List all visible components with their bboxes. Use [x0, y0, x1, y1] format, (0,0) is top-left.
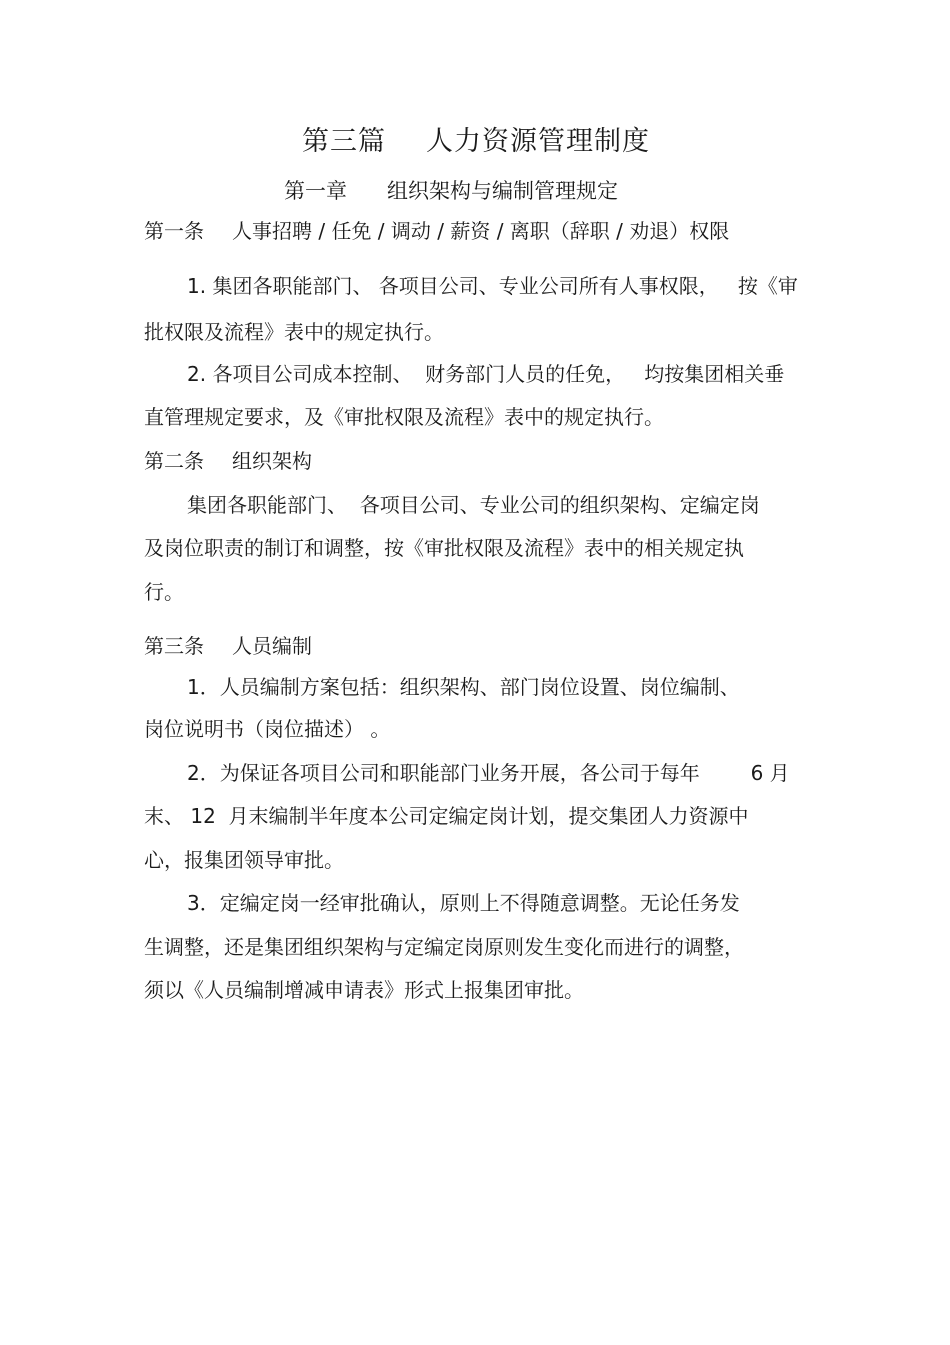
article-3-p2-line3: 心，报集团领导审批。 [144, 848, 344, 872]
article-3-p3-line2: 生调整，还是集团组织架构与定编定岗原则发生变化而进行的调整， [144, 935, 744, 959]
article-2-p1-line3: 行。 [144, 580, 184, 604]
article-2-p1-line1: 集团各职能部门、 各项目公司、专业公司的组织架构、定编定岗 [187, 493, 760, 517]
article-1-label: 第一条 [144, 219, 204, 243]
article-1-p1-line1: 1. 集团各职能部门、 各项目公司、专业公司所有人事权限， 按《审 [187, 274, 798, 298]
article-3-title: 人员编制 [232, 634, 312, 658]
article-3-p2-line2: 末、 12 月末编制半年度本公司定编定岗计划，提交集团人力资源中 [144, 804, 749, 828]
article-2-p1-line2: 及岗位职责的制订和调整，按《审批权限及流程》表中的相关规定执 [144, 536, 744, 560]
article-3-p3-line1: 3．定编定岗一经审批确认，原则上不得随意调整。无论任务发 [187, 891, 740, 915]
article-1-heading [144, 221, 729, 241]
chapter-heading [284, 181, 618, 202]
article-2-heading [144, 451, 312, 471]
article-3-p3-line3: 须以《人员编制增减申请表》形式上报集团审批。 [144, 978, 584, 1002]
chapter-title: 组织架构与编制管理规定 [387, 179, 618, 203]
article-2-title: 组织架构 [232, 449, 312, 473]
article-1-p2-line1: 2. 各项目公司成本控制、 财务部门人员的任免， 均按集团相关垂 [187, 362, 785, 386]
part-heading [302, 128, 650, 155]
article-3-label: 第三条 [144, 634, 204, 658]
article-2-label: 第二条 [144, 449, 204, 473]
article-1-p2-line2: 直管理规定要求，及《审批权限及流程》表中的规定执行。 [144, 405, 664, 429]
article-1-p1-line2: 批权限及流程》表中的规定执行。 [144, 320, 444, 344]
part-title: 人力资源管理制度 [426, 126, 650, 157]
article-3-heading [144, 636, 312, 656]
article-3-p1-line2: 岗位说明书（岗位描述） 。 [144, 717, 391, 741]
article-3-p2-line1: 2．为保证各项目公司和职能部门业务开展，各公司于每年 6 月 [187, 761, 790, 785]
chapter-label: 第一章 [284, 179, 347, 203]
part-label: 第三篇 [302, 126, 386, 157]
article-1-title: 人事招聘 / 任免 / 调动 / 薪资 / 离职（辞职 / 劝退）权限 [232, 219, 730, 243]
article-3-p1-line1: 1．人员编制方案包括：组织架构、部门岗位设置、岗位编制、 [187, 675, 740, 699]
